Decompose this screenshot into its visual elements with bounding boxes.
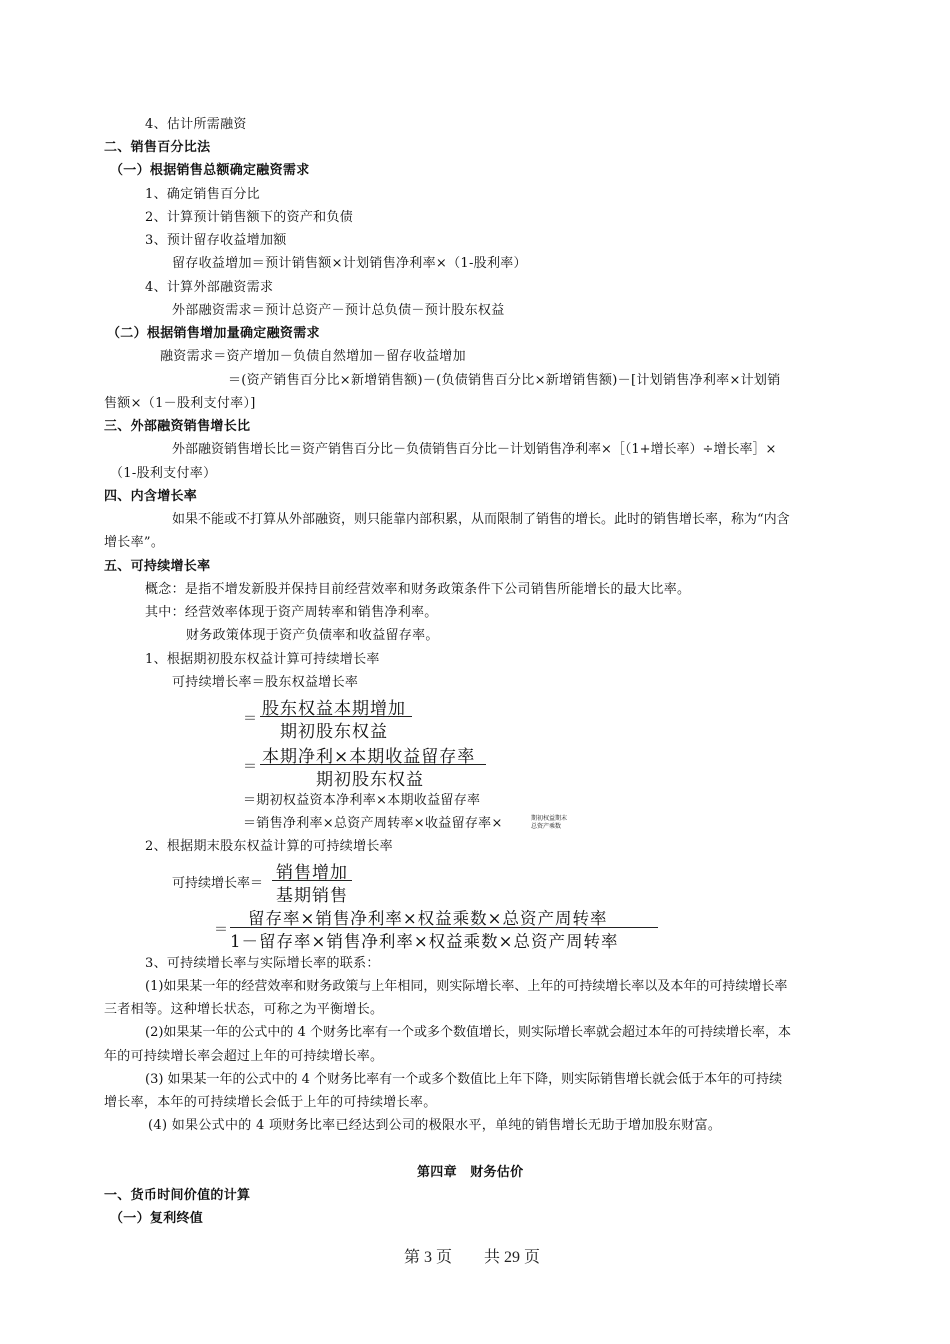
equals-label: 可持续增长率＝ <box>172 876 264 891</box>
formula-line: 售额×（1－股利支付率）] <box>104 396 256 411</box>
paragraph-line: (2)如果某一年的公式中的 4 个财务比率有一个或多个数值增长，则实际增长率就会超过本年的可持续增长率，本 <box>145 1025 791 1040</box>
paragraph-line: 如果不能或不打算从外部融资，则只能靠内部积累，从而限制了销售的增长。此时的销售增长率，称为“内含 <box>172 512 790 527</box>
paragraph-line: 其中：经营效率体现于资产周转率和销售净利率。 <box>145 605 438 620</box>
paragraph-line: 概念：是指不增发新股并保持目前经营效率和财务政策条件下公司销售所能增长的最大比率。 <box>145 582 691 597</box>
formula-line: ＝(资产销售百分比×新增销售额)－(负债销售百分比×新增销售额)－[计划销售净利率×计划销 <box>228 373 781 388</box>
formula-fraction <box>240 694 440 740</box>
formula-line: ＝销售净利率×总资产周转率×收益留存率× <box>243 816 503 831</box>
paragraph-line: (3) 如果某一年的公式中的 4 个财务比率有一个或多个数值比上年下降，则实际销售增长就会低于本年的可持续 <box>145 1072 783 1087</box>
fraction-numerator: 股东权益本期增加 <box>262 699 406 719</box>
tiny-fraction-numerator: 期初权益期末 <box>531 815 568 822</box>
list-item: 1、确定销售百分比 <box>145 187 260 202</box>
paragraph-line: 年的可持续增长率会超过上年的可持续增长率。 <box>104 1049 384 1064</box>
list-item: 4、估计所需融资 <box>145 117 247 132</box>
equals-sign: ＝ <box>243 711 257 727</box>
paragraph-line: (1)如果某一年的经营效率和财务政策与上年相同，则实际增长率、上年的可持续增长率以及本年的可持续增长率 <box>145 979 788 994</box>
paragraph-line: (4) 如果公式中的 4 项财务比率已经达到公司的极限水平，单纯的销售增长无助于增加股东财富。 <box>148 1118 722 1133</box>
paragraph-line: 增长率，本年的可持续增长会低于上年的可持续增长率。 <box>104 1095 437 1110</box>
fraction-denominator: 1－留存率×销售净利率×权益乘数×总资产周转率 <box>230 932 619 951</box>
formula-line: （1-股利支付率） <box>110 466 217 481</box>
section-heading: 一、货币时间价值的计算 <box>104 1188 251 1203</box>
chapter-title: 第四章 财务估价 <box>417 1165 524 1180</box>
formula-line: 可持续增长率＝股东权益增长率 <box>172 675 359 690</box>
section-heading: 三、外部融资销售增长比 <box>104 419 251 434</box>
subsection-heading: （一）根据销售总额确定融资需求 <box>110 163 310 178</box>
formula-line: 外部融资销售增长比＝资产销售百分比－负债销售百分比－计划销售净利率×［（1+增长率）÷增长率］× <box>172 442 777 457</box>
fraction-numerator: 本期净利×本期收益留存率 <box>262 747 476 767</box>
list-item: 2、计算预计销售额下的资产和负债 <box>145 210 354 225</box>
section-heading: 四、内含增长率 <box>104 489 198 504</box>
paragraph-line: 财务政策体现于资产负债率和收益留存率。 <box>186 628 439 643</box>
list-item: 4、计算外部融资需求 <box>145 280 274 295</box>
subsection-heading: （二）根据销售增加量确定融资需求 <box>107 326 320 341</box>
formula-fraction <box>172 858 362 904</box>
fraction-denominator: 期初股东权益 <box>316 770 424 790</box>
equals-sign: ＝ <box>243 759 257 775</box>
tiny-fraction-denominator: 总资产乘数 <box>531 823 562 830</box>
formula-line: 融资需求＝资产增加－负债自然增加－留存收益增加 <box>160 349 466 364</box>
formula-line: 外部融资需求＝预计总资产－预计总负债－预计股东权益 <box>172 303 505 318</box>
list-item: 1、根据期初股东权益计算可持续增长率 <box>145 652 380 667</box>
page-footer: 第 3 页 共 29 页 <box>404 1249 541 1266</box>
list-item: 2、根据期末股东权益计算的可持续增长率 <box>145 839 393 854</box>
fraction-denominator: 期初股东权益 <box>280 722 388 742</box>
equals-sign: ＝ <box>214 922 228 938</box>
formula-line: 留存收益增加＝预计销售额×计划销售净利率×（1-股利率） <box>172 256 527 271</box>
list-item: 3、可持续增长率与实际增长率的联系： <box>145 956 380 971</box>
fraction-numerator: 留存率×销售净利率×权益乘数×总资产周转率 <box>248 909 608 928</box>
section-heading: 二、销售百分比法 <box>104 140 211 155</box>
section-heading: 五、可持续增长率 <box>104 559 211 574</box>
formula-fraction <box>240 742 500 788</box>
paragraph-line: 增长率”。 <box>104 535 165 550</box>
fraction-denominator: 基期销售 <box>276 886 348 906</box>
subsection-heading: （一）复利终值 <box>110 1211 204 1226</box>
formula-line: ＝期初权益资本净利率×本期收益留存率 <box>243 793 481 808</box>
fraction-numerator: 销售增加 <box>276 863 348 883</box>
formula-fraction <box>214 905 664 951</box>
paragraph-line: 三者相等。这种增长状态，可称之为平衡增长。 <box>104 1002 384 1017</box>
list-item: 3、预计留存收益增加额 <box>145 233 287 248</box>
